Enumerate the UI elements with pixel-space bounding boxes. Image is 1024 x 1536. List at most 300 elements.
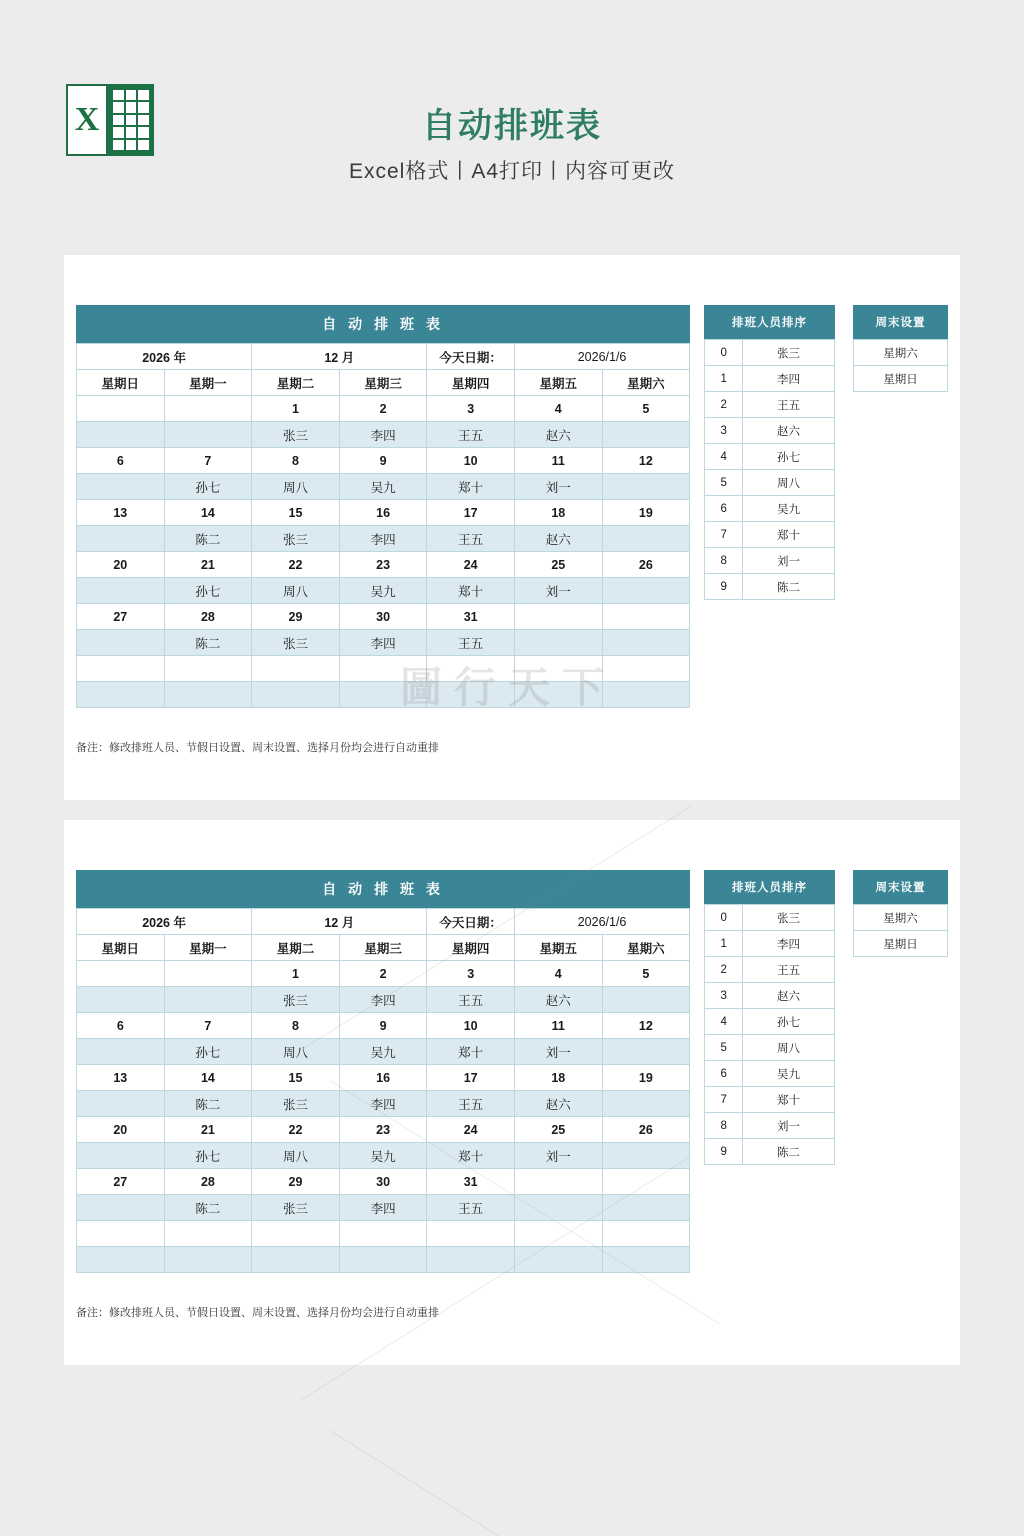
day-cell: 19 bbox=[602, 1065, 690, 1091]
table-row bbox=[705, 470, 835, 496]
staff-name[interactable]: 赵六 bbox=[743, 983, 835, 1009]
month-cell[interactable]: 12 月 bbox=[252, 344, 427, 370]
staff-row bbox=[77, 1143, 690, 1169]
staff-name[interactable]: 王五 bbox=[743, 392, 835, 418]
staff-row bbox=[77, 526, 690, 552]
day-cell bbox=[514, 1169, 602, 1195]
day-cell bbox=[427, 1221, 515, 1247]
day-cell: 5 bbox=[602, 396, 690, 422]
staff-cell[interactable] bbox=[602, 987, 690, 1013]
day-row bbox=[77, 1117, 690, 1143]
day-cell: 28 bbox=[164, 604, 252, 630]
staff-cell[interactable]: 赵六 bbox=[514, 526, 602, 552]
day-cell bbox=[252, 656, 340, 682]
staff-index: 9 bbox=[705, 574, 743, 600]
staff-cell[interactable] bbox=[77, 1039, 165, 1065]
staff-cell[interactable] bbox=[427, 682, 515, 708]
table-row bbox=[705, 1087, 835, 1113]
weekday-header-1: 星期一 bbox=[164, 370, 252, 396]
staff-cell[interactable]: 李四 bbox=[339, 987, 427, 1013]
staff-row bbox=[77, 1247, 690, 1273]
staff-row bbox=[77, 630, 690, 656]
staff-cell[interactable]: 郑十 bbox=[427, 1039, 515, 1065]
day-cell: 3 bbox=[427, 396, 515, 422]
staff-cell[interactable]: 郑十 bbox=[427, 474, 515, 500]
weekday-header-row bbox=[77, 935, 690, 961]
staff-cell[interactable]: 王五 bbox=[427, 422, 515, 448]
sheet-note: 备注：修改排班人员、节假日设置、周末设置、选择月份均会进行自动重排 bbox=[76, 1307, 439, 1319]
table-row bbox=[705, 1139, 835, 1165]
staff-index: 7 bbox=[705, 522, 743, 548]
day-cell: 22 bbox=[252, 1117, 340, 1143]
staff-cell[interactable] bbox=[514, 682, 602, 708]
weekend-day[interactable]: 星期六 bbox=[853, 340, 947, 366]
day-cell: 25 bbox=[514, 552, 602, 578]
staff-cell[interactable] bbox=[602, 526, 690, 552]
weekday-header-4: 星期四 bbox=[427, 370, 515, 396]
sheet-note: 备注：修改排班人员、节假日设置、周末设置、选择月份均会进行自动重排 bbox=[76, 742, 439, 754]
table-row bbox=[705, 574, 835, 600]
page-title: 自动排班表 bbox=[422, 107, 602, 145]
day-row bbox=[77, 1169, 690, 1195]
staff-cell[interactable] bbox=[514, 630, 602, 656]
weekday-header-6: 星期六 bbox=[602, 370, 690, 396]
day-row bbox=[77, 604, 690, 630]
day-cell: 3 bbox=[427, 961, 515, 987]
staff-row bbox=[77, 1091, 690, 1117]
day-cell: 31 bbox=[427, 604, 515, 630]
staff-name[interactable]: 吴九 bbox=[743, 1061, 835, 1087]
staff-cell[interactable]: 陈二 bbox=[164, 1195, 252, 1221]
staff-cell[interactable]: 周八 bbox=[252, 1039, 340, 1065]
staff-name[interactable]: 刘一 bbox=[743, 548, 835, 574]
staff-cell[interactable]: 赵六 bbox=[514, 1091, 602, 1117]
day-row bbox=[77, 396, 690, 422]
staff-row bbox=[77, 422, 690, 448]
staff-panel-title: 排班人员排序 bbox=[704, 870, 835, 904]
weekend-day[interactable]: 星期六 bbox=[853, 905, 947, 931]
page-subtitle: Excel格式丨A4打印丨内容可更改 bbox=[348, 160, 676, 183]
table-row bbox=[705, 418, 835, 444]
year-cell[interactable]: 2026 年 bbox=[77, 909, 252, 935]
weekday-header-0: 星期日 bbox=[77, 935, 165, 961]
staff-index: 8 bbox=[705, 548, 743, 574]
staff-name[interactable]: 王五 bbox=[743, 957, 835, 983]
staff-cell[interactable]: 孙七 bbox=[164, 1039, 252, 1065]
staff-cell[interactable] bbox=[164, 422, 252, 448]
table-row bbox=[705, 1009, 835, 1035]
staff-cell[interactable] bbox=[77, 1143, 165, 1169]
staff-cell[interactable]: 吴九 bbox=[339, 578, 427, 604]
staff-index: 6 bbox=[705, 496, 743, 522]
staff-cell[interactable] bbox=[602, 1091, 690, 1117]
weekday-header-2: 星期二 bbox=[252, 935, 340, 961]
calendar-block bbox=[76, 870, 690, 1273]
day-row bbox=[77, 1013, 690, 1039]
table-row bbox=[705, 392, 835, 418]
day-cell: 2 bbox=[339, 961, 427, 987]
staff-cell[interactable] bbox=[77, 1091, 165, 1117]
weekday-header-0: 星期日 bbox=[77, 370, 165, 396]
staff-cell[interactable] bbox=[77, 1247, 165, 1273]
staff-cell[interactable] bbox=[77, 630, 165, 656]
day-row bbox=[77, 552, 690, 578]
staff-order-panel bbox=[704, 305, 835, 600]
day-cell bbox=[164, 656, 252, 682]
staff-cell[interactable] bbox=[427, 1247, 515, 1273]
staff-cell[interactable]: 李四 bbox=[339, 630, 427, 656]
day-row bbox=[77, 448, 690, 474]
staff-cell[interactable] bbox=[602, 1195, 690, 1221]
day-cell bbox=[77, 961, 165, 987]
staff-cell[interactable]: 张三 bbox=[252, 1195, 340, 1221]
calendar-meta-row bbox=[77, 344, 690, 370]
staff-cell[interactable] bbox=[602, 630, 690, 656]
day-cell: 15 bbox=[252, 1065, 340, 1091]
table-row bbox=[705, 1113, 835, 1139]
day-cell: 20 bbox=[77, 552, 165, 578]
watermark-text: 圖行天下 bbox=[400, 666, 617, 712]
staff-cell[interactable] bbox=[602, 1143, 690, 1169]
staff-index: 3 bbox=[705, 983, 743, 1009]
staff-cell[interactable]: 李四 bbox=[339, 526, 427, 552]
staff-name[interactable]: 张三 bbox=[743, 905, 835, 931]
day-cell: 8 bbox=[252, 448, 340, 474]
day-cell bbox=[164, 961, 252, 987]
day-cell: 30 bbox=[339, 604, 427, 630]
staff-cell[interactable]: 王五 bbox=[427, 526, 515, 552]
staff-panel-title: 排班人员排序 bbox=[704, 305, 835, 339]
staff-cell[interactable] bbox=[252, 1247, 340, 1273]
day-cell: 30 bbox=[339, 1169, 427, 1195]
staff-name[interactable]: 李四 bbox=[743, 366, 835, 392]
staff-cell[interactable]: 陈二 bbox=[164, 630, 252, 656]
staff-cell[interactable]: 张三 bbox=[252, 987, 340, 1013]
staff-row bbox=[77, 578, 690, 604]
day-cell: 16 bbox=[339, 1065, 427, 1091]
weekend-panel-title: 周末设置 bbox=[853, 870, 948, 904]
staff-order-table bbox=[704, 339, 835, 600]
day-cell: 27 bbox=[77, 1169, 165, 1195]
weekday-header-6: 星期六 bbox=[602, 935, 690, 961]
day-cell bbox=[339, 656, 427, 682]
sheet-title: 自 动 排 班 表 bbox=[76, 305, 690, 343]
table-row bbox=[705, 444, 835, 470]
staff-cell[interactable]: 刘一 bbox=[514, 1039, 602, 1065]
day-cell: 6 bbox=[77, 1013, 165, 1039]
staff-cell[interactable]: 王五 bbox=[427, 630, 515, 656]
staff-row bbox=[77, 1039, 690, 1065]
day-cell: 12 bbox=[602, 1013, 690, 1039]
staff-index: 4 bbox=[705, 444, 743, 470]
staff-cell[interactable]: 李四 bbox=[339, 1195, 427, 1221]
staff-cell[interactable] bbox=[339, 682, 427, 708]
staff-index: 5 bbox=[705, 470, 743, 496]
day-cell: 11 bbox=[514, 1013, 602, 1039]
day-cell: 20 bbox=[77, 1117, 165, 1143]
day-cell: 10 bbox=[427, 1013, 515, 1039]
staff-cell[interactable]: 张三 bbox=[252, 526, 340, 552]
day-cell bbox=[602, 1221, 690, 1247]
staff-cell[interactable]: 郑十 bbox=[427, 1143, 515, 1169]
staff-index: 3 bbox=[705, 418, 743, 444]
table-row bbox=[705, 340, 835, 366]
weekday-header-5: 星期五 bbox=[514, 370, 602, 396]
staff-cell[interactable]: 周八 bbox=[252, 1143, 340, 1169]
calendar-table bbox=[76, 908, 690, 1273]
weekend-day[interactable]: 星期日 bbox=[853, 366, 947, 392]
staff-cell[interactable]: 刘一 bbox=[514, 578, 602, 604]
staff-cell[interactable] bbox=[602, 474, 690, 500]
table-row bbox=[853, 931, 947, 957]
staff-cell[interactable]: 张三 bbox=[252, 630, 340, 656]
excel-logo-letter: X bbox=[74, 101, 100, 138]
weekday-header-row bbox=[77, 370, 690, 396]
staff-cell[interactable]: 孙七 bbox=[164, 1143, 252, 1169]
weekend-settings-panel bbox=[853, 870, 948, 957]
staff-name[interactable]: 周八 bbox=[743, 1035, 835, 1061]
table-row bbox=[705, 1061, 835, 1087]
day-cell: 26 bbox=[602, 552, 690, 578]
day-cell bbox=[164, 396, 252, 422]
staff-name[interactable]: 陈二 bbox=[743, 1139, 835, 1165]
staff-cell[interactable]: 刘一 bbox=[514, 1143, 602, 1169]
staff-cell[interactable]: 张三 bbox=[252, 422, 340, 448]
staff-cell[interactable] bbox=[602, 682, 690, 708]
day-cell bbox=[427, 656, 515, 682]
staff-cell[interactable]: 王五 bbox=[427, 987, 515, 1013]
staff-cell[interactable]: 李四 bbox=[339, 1091, 427, 1117]
day-cell bbox=[514, 656, 602, 682]
day-row bbox=[77, 656, 690, 682]
staff-index: 2 bbox=[705, 957, 743, 983]
day-row bbox=[77, 1065, 690, 1091]
day-cell: 1 bbox=[252, 396, 340, 422]
staff-index: 9 bbox=[705, 1139, 743, 1165]
staff-cell[interactable] bbox=[77, 526, 165, 552]
day-cell: 7 bbox=[164, 1013, 252, 1039]
weekend-table bbox=[853, 904, 948, 957]
staff-name[interactable]: 孙七 bbox=[743, 444, 835, 470]
staff-cell[interactable] bbox=[602, 578, 690, 604]
staff-cell[interactable]: 陈二 bbox=[164, 1091, 252, 1117]
preview-card-2 bbox=[64, 820, 960, 1365]
staff-cell[interactable] bbox=[77, 578, 165, 604]
staff-cell[interactable] bbox=[514, 1247, 602, 1273]
day-cell: 17 bbox=[427, 500, 515, 526]
staff-name[interactable]: 刘一 bbox=[743, 1113, 835, 1139]
staff-cell[interactable] bbox=[77, 422, 165, 448]
day-cell: 7 bbox=[164, 448, 252, 474]
day-cell: 9 bbox=[339, 1013, 427, 1039]
staff-cell[interactable] bbox=[339, 1247, 427, 1273]
staff-cell[interactable]: 张三 bbox=[252, 1091, 340, 1117]
year-cell[interactable]: 2026 年 bbox=[77, 344, 252, 370]
table-row bbox=[705, 548, 835, 574]
weekend-day[interactable]: 星期日 bbox=[853, 931, 947, 957]
staff-name[interactable]: 赵六 bbox=[743, 418, 835, 444]
staff-cell[interactable] bbox=[164, 987, 252, 1013]
staff-cell[interactable]: 赵六 bbox=[514, 987, 602, 1013]
staff-cell[interactable] bbox=[164, 682, 252, 708]
staff-cell[interactable]: 吴九 bbox=[339, 1143, 427, 1169]
day-cell: 27 bbox=[77, 604, 165, 630]
today-label: 今天日期： bbox=[427, 344, 515, 370]
staff-cell[interactable] bbox=[602, 1039, 690, 1065]
staff-cell[interactable]: 周八 bbox=[252, 474, 340, 500]
day-cell: 5 bbox=[602, 961, 690, 987]
staff-cell[interactable]: 赵六 bbox=[514, 422, 602, 448]
staff-order-panel bbox=[704, 870, 835, 1165]
day-cell: 15 bbox=[252, 500, 340, 526]
day-cell: 1 bbox=[252, 961, 340, 987]
staff-index: 0 bbox=[705, 340, 743, 366]
staff-name[interactable]: 李四 bbox=[743, 931, 835, 957]
staff-name[interactable]: 郑十 bbox=[743, 522, 835, 548]
staff-order-table bbox=[704, 904, 835, 1165]
staff-cell[interactable]: 吴九 bbox=[339, 1039, 427, 1065]
staff-cell[interactable]: 陈二 bbox=[164, 526, 252, 552]
day-cell: 10 bbox=[427, 448, 515, 474]
calendar-block bbox=[76, 305, 690, 708]
day-cell: 4 bbox=[514, 396, 602, 422]
staff-cell[interactable] bbox=[602, 422, 690, 448]
staff-cell[interactable] bbox=[164, 1247, 252, 1273]
calendar-meta-row bbox=[77, 909, 690, 935]
today-value: 2026/1/6 bbox=[514, 344, 689, 370]
staff-cell[interactable]: 郑十 bbox=[427, 578, 515, 604]
day-cell: 26 bbox=[602, 1117, 690, 1143]
staff-cell[interactable] bbox=[77, 1195, 165, 1221]
day-cell: 4 bbox=[514, 961, 602, 987]
staff-name[interactable]: 吴九 bbox=[743, 496, 835, 522]
page-header bbox=[0, 0, 1024, 230]
day-cell: 14 bbox=[164, 1065, 252, 1091]
table-row bbox=[705, 983, 835, 1009]
staff-cell[interactable] bbox=[77, 987, 165, 1013]
staff-index: 1 bbox=[705, 366, 743, 392]
table-row bbox=[705, 366, 835, 392]
day-cell: 22 bbox=[252, 552, 340, 578]
day-row bbox=[77, 1221, 690, 1247]
day-cell: 29 bbox=[252, 1169, 340, 1195]
staff-cell[interactable] bbox=[77, 682, 165, 708]
staff-cell[interactable]: 王五 bbox=[427, 1195, 515, 1221]
day-cell: 8 bbox=[252, 1013, 340, 1039]
day-cell bbox=[77, 1221, 165, 1247]
day-cell: 13 bbox=[77, 1065, 165, 1091]
staff-cell[interactable] bbox=[77, 474, 165, 500]
day-row bbox=[77, 500, 690, 526]
staff-cell[interactable]: 孙七 bbox=[164, 578, 252, 604]
schedule-sheet-2 bbox=[76, 870, 948, 1273]
staff-name[interactable]: 周八 bbox=[743, 470, 835, 496]
staff-index: 6 bbox=[705, 1061, 743, 1087]
today-label: 今天日期： bbox=[427, 909, 515, 935]
preview-card-1 bbox=[64, 255, 960, 800]
day-cell: 17 bbox=[427, 1065, 515, 1091]
calendar-table bbox=[76, 343, 690, 708]
day-cell bbox=[514, 1221, 602, 1247]
sheet-title: 自 动 排 班 表 bbox=[76, 870, 690, 908]
staff-name[interactable]: 陈二 bbox=[743, 574, 835, 600]
staff-cell[interactable] bbox=[602, 1247, 690, 1273]
month-cell[interactable]: 12 月 bbox=[252, 909, 427, 935]
day-row bbox=[77, 961, 690, 987]
day-cell: 21 bbox=[164, 552, 252, 578]
staff-cell[interactable] bbox=[252, 682, 340, 708]
day-cell bbox=[164, 1221, 252, 1247]
day-cell: 23 bbox=[339, 1117, 427, 1143]
staff-cell[interactable]: 孙七 bbox=[164, 474, 252, 500]
day-cell bbox=[252, 1221, 340, 1247]
staff-row bbox=[77, 474, 690, 500]
staff-row bbox=[77, 987, 690, 1013]
day-cell bbox=[602, 656, 690, 682]
table-row bbox=[705, 1035, 835, 1061]
today-value: 2026/1/6 bbox=[514, 909, 689, 935]
staff-index: 8 bbox=[705, 1113, 743, 1139]
staff-cell[interactable]: 周八 bbox=[252, 578, 340, 604]
table-row bbox=[705, 931, 835, 957]
day-cell: 6 bbox=[77, 448, 165, 474]
table-row bbox=[853, 366, 947, 392]
staff-index: 5 bbox=[705, 1035, 743, 1061]
day-cell: 9 bbox=[339, 448, 427, 474]
staff-row bbox=[77, 682, 690, 708]
day-cell: 31 bbox=[427, 1169, 515, 1195]
staff-name[interactable]: 张三 bbox=[743, 340, 835, 366]
day-cell bbox=[77, 656, 165, 682]
staff-cell[interactable]: 刘一 bbox=[514, 474, 602, 500]
day-cell: 28 bbox=[164, 1169, 252, 1195]
day-cell: 24 bbox=[427, 552, 515, 578]
table-row bbox=[705, 496, 835, 522]
day-cell: 13 bbox=[77, 500, 165, 526]
weekday-header-4: 星期四 bbox=[427, 935, 515, 961]
day-cell: 11 bbox=[514, 448, 602, 474]
staff-name[interactable]: 孙七 bbox=[743, 1009, 835, 1035]
weekday-header-3: 星期三 bbox=[339, 370, 427, 396]
day-cell: 21 bbox=[164, 1117, 252, 1143]
table-row bbox=[705, 957, 835, 983]
staff-index: 7 bbox=[705, 1087, 743, 1113]
table-row bbox=[853, 340, 947, 366]
staff-name[interactable]: 郑十 bbox=[743, 1087, 835, 1113]
staff-cell[interactable]: 李四 bbox=[339, 422, 427, 448]
weekday-header-5: 星期五 bbox=[514, 935, 602, 961]
day-cell: 24 bbox=[427, 1117, 515, 1143]
staff-cell[interactable]: 吴九 bbox=[339, 474, 427, 500]
staff-index: 4 bbox=[705, 1009, 743, 1035]
day-cell bbox=[602, 604, 690, 630]
day-cell: 18 bbox=[514, 1065, 602, 1091]
staff-cell[interactable] bbox=[514, 1195, 602, 1221]
day-cell: 29 bbox=[252, 604, 340, 630]
table-row bbox=[853, 905, 947, 931]
table-row bbox=[705, 522, 835, 548]
day-cell bbox=[339, 1221, 427, 1247]
day-cell: 19 bbox=[602, 500, 690, 526]
schedule-sheet-1 bbox=[76, 305, 948, 708]
staff-row bbox=[77, 1195, 690, 1221]
table-row bbox=[705, 905, 835, 931]
staff-cell[interactable]: 王五 bbox=[427, 1091, 515, 1117]
day-cell: 16 bbox=[339, 500, 427, 526]
weekend-panel-title: 周末设置 bbox=[853, 305, 948, 339]
staff-index: 1 bbox=[705, 931, 743, 957]
weekday-header-1: 星期一 bbox=[164, 935, 252, 961]
